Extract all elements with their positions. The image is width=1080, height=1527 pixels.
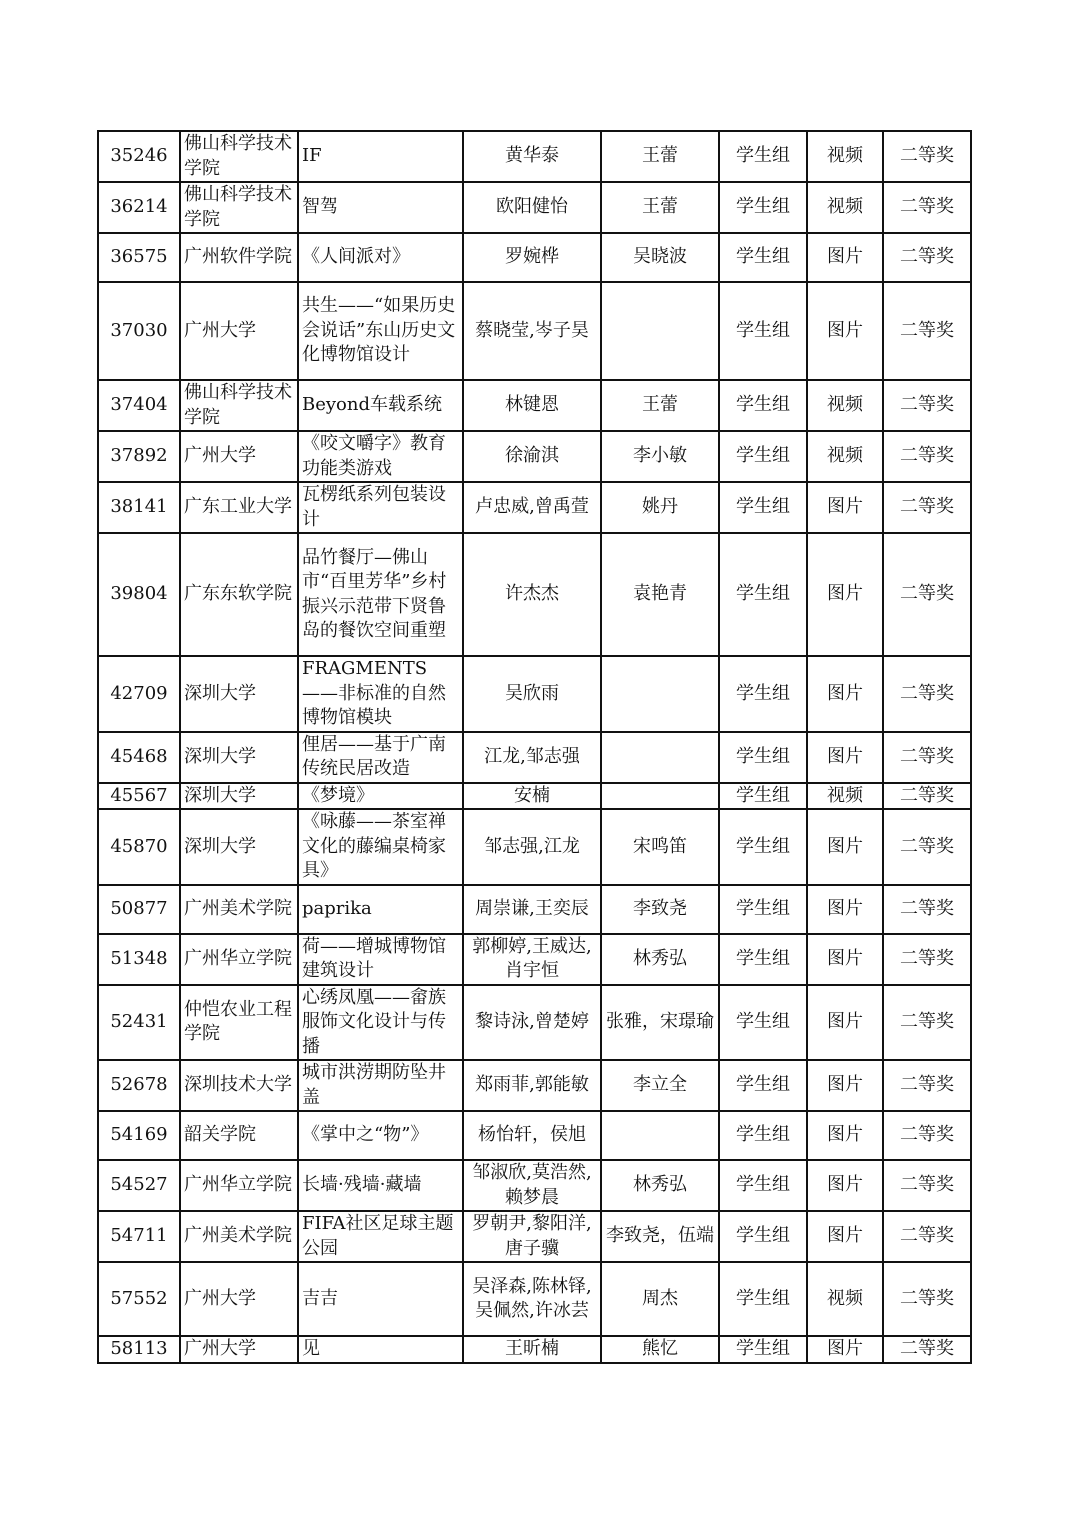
group-cell: 学生组: [719, 182, 807, 233]
table-row: [98, 985, 971, 1061]
table-row: [98, 380, 971, 431]
group-cell: 学生组: [719, 1211, 807, 1262]
award-cell: 二等奖: [883, 482, 971, 533]
entry-id-cell: 45567: [98, 783, 180, 810]
work-type-cell: 图片: [807, 1111, 883, 1160]
group-cell: 学生组: [719, 656, 807, 732]
author-cell: 徐渝淇: [463, 431, 601, 482]
group-cell: 学生组: [719, 1060, 807, 1111]
author-cell: 邹志强,江龙: [463, 809, 601, 885]
table-row: [98, 482, 971, 533]
group-cell: 学生组: [719, 1111, 807, 1160]
award-cell: 二等奖: [883, 656, 971, 732]
award-cell: 二等奖: [883, 934, 971, 985]
entry-id-cell: 37892: [98, 431, 180, 482]
work-title-cell: 《梦境》: [298, 783, 463, 810]
award-cell: 二等奖: [883, 1211, 971, 1262]
work-title-cell: 瓦楞纸系列包装设计: [298, 482, 463, 533]
award-cell: 二等奖: [883, 1262, 971, 1336]
entry-id-cell: 45468: [98, 732, 180, 783]
work-title-cell: 荷——增城博物馆建筑设计: [298, 934, 463, 985]
work-type-cell: 图片: [807, 1336, 883, 1363]
table-row: [98, 431, 971, 482]
advisor-cell: 王蕾: [601, 182, 719, 233]
author-cell: 郑雨菲,郭能敏: [463, 1060, 601, 1111]
work-type-cell: 图片: [807, 656, 883, 732]
entry-id-cell: 54711: [98, 1211, 180, 1262]
advisor-cell: 李致尧，伍端: [601, 1211, 719, 1262]
table-row: [98, 282, 971, 380]
table-row: [98, 934, 971, 985]
work-title-cell: 品竹餐厅—佛山市“百里芳华”乡村振兴示范带下贤鲁岛的餐饮空间重塑: [298, 533, 463, 656]
work-title-cell: IF: [298, 131, 463, 182]
group-cell: 学生组: [719, 533, 807, 656]
entry-id-cell: 39804: [98, 533, 180, 656]
work-type-cell: 视频: [807, 131, 883, 182]
group-cell: 学生组: [719, 282, 807, 380]
work-type-cell: 图片: [807, 1060, 883, 1111]
school-cell: 深圳大学: [180, 656, 298, 732]
school-cell: 深圳大学: [180, 732, 298, 783]
entry-id-cell: 37030: [98, 282, 180, 380]
table-row: [98, 809, 971, 885]
author-cell: 吴欣雨: [463, 656, 601, 732]
school-cell: 佛山科学技术学院: [180, 131, 298, 182]
school-cell: 广东工业大学: [180, 482, 298, 533]
work-title-cell: 俚居——基于广南传统民居改造: [298, 732, 463, 783]
author-cell: 黄华泰: [463, 131, 601, 182]
advisor-cell: [601, 1111, 719, 1160]
school-cell: 佛山科学技术学院: [180, 182, 298, 233]
advisor-cell: [601, 282, 719, 380]
table-row: [98, 182, 971, 233]
group-cell: 学生组: [719, 233, 807, 282]
advisor-cell: 吴晓波: [601, 233, 719, 282]
group-cell: 学生组: [719, 482, 807, 533]
work-title-cell: 《人间派对》: [298, 233, 463, 282]
author-cell: 林键恩: [463, 380, 601, 431]
advisor-cell: 王蕾: [601, 380, 719, 431]
work-title-cell: FRAGMENTS——非标准的自然博物馆模块: [298, 656, 463, 732]
table-row: [98, 656, 971, 732]
work-type-cell: 图片: [807, 1211, 883, 1262]
award-cell: 二等奖: [883, 1111, 971, 1160]
advisor-cell: 宋鸣笛: [601, 809, 719, 885]
author-cell: 周崇谦,王奕辰: [463, 885, 601, 934]
school-cell: 广州美术学院: [180, 1211, 298, 1262]
entry-id-cell: 42709: [98, 656, 180, 732]
work-type-cell: 图片: [807, 809, 883, 885]
table-row: [98, 1111, 971, 1160]
author-cell: 王昕楠: [463, 1336, 601, 1363]
school-cell: 韶关学院: [180, 1111, 298, 1160]
author-cell: 邹淑欣,莫浩然,赖梦晨: [463, 1160, 601, 1211]
school-cell: 广州大学: [180, 1336, 298, 1363]
work-title-cell: 《咬文嚼字》教育功能类游戏: [298, 431, 463, 482]
school-cell: 深圳技术大学: [180, 1060, 298, 1111]
table-body: [98, 131, 971, 1363]
award-cell: 二等奖: [883, 985, 971, 1061]
work-type-cell: 图片: [807, 885, 883, 934]
table-row: [98, 131, 971, 182]
school-cell: 深圳大学: [180, 783, 298, 810]
award-cell: 二等奖: [883, 885, 971, 934]
work-type-cell: 图片: [807, 1160, 883, 1211]
award-cell: 二等奖: [883, 131, 971, 182]
group-cell: 学生组: [719, 885, 807, 934]
entry-id-cell: 52431: [98, 985, 180, 1061]
table-row: [98, 783, 971, 810]
award-cell: 二等奖: [883, 809, 971, 885]
work-title-cell: 城市洪涝期防坠井盖: [298, 1060, 463, 1111]
advisor-cell: 林秀弘: [601, 934, 719, 985]
advisor-cell: 袁艳青: [601, 533, 719, 656]
author-cell: 黎诗泳,曾楚婷: [463, 985, 601, 1061]
advisor-cell: 李小敏: [601, 431, 719, 482]
entry-id-cell: 52678: [98, 1060, 180, 1111]
advisor-cell: 张雅，宋璟瑜: [601, 985, 719, 1061]
school-cell: 广州美术学院: [180, 885, 298, 934]
entry-id-cell: 51348: [98, 934, 180, 985]
award-cell: 二等奖: [883, 1060, 971, 1111]
group-cell: 学生组: [719, 1160, 807, 1211]
table-row: [98, 732, 971, 783]
entry-id-cell: 38141: [98, 482, 180, 533]
work-title-cell: 见: [298, 1336, 463, 1363]
entry-id-cell: 36575: [98, 233, 180, 282]
advisor-cell: 周杰: [601, 1262, 719, 1336]
advisor-cell: [601, 656, 719, 732]
work-type-cell: 图片: [807, 482, 883, 533]
award-cell: 二等奖: [883, 431, 971, 482]
work-type-cell: 图片: [807, 533, 883, 656]
work-title-cell: paprika: [298, 885, 463, 934]
group-cell: 学生组: [719, 1336, 807, 1363]
school-cell: 广州华立学院: [180, 1160, 298, 1211]
author-cell: 罗婉桦: [463, 233, 601, 282]
work-type-cell: 图片: [807, 282, 883, 380]
entry-id-cell: 35246: [98, 131, 180, 182]
advisor-cell: 熊忆: [601, 1336, 719, 1363]
award-cell: 二等奖: [883, 233, 971, 282]
group-cell: 学生组: [719, 934, 807, 985]
school-cell: 广东东软学院: [180, 533, 298, 656]
work-type-cell: 视频: [807, 431, 883, 482]
work-type-cell: 视频: [807, 1262, 883, 1336]
group-cell: 学生组: [719, 380, 807, 431]
entry-id-cell: 54527: [98, 1160, 180, 1211]
group-cell: 学生组: [719, 809, 807, 885]
author-cell: 卢忠威,曾禹萱: [463, 482, 601, 533]
school-cell: 广州大学: [180, 1262, 298, 1336]
author-cell: 吴泽森,陈林铎,吴佩然,许冰芸: [463, 1262, 601, 1336]
entry-id-cell: 36214: [98, 182, 180, 233]
award-cell: 二等奖: [883, 282, 971, 380]
work-title-cell: 《咏藤——茶室禅文化的藤编桌椅家具》: [298, 809, 463, 885]
work-title-cell: 长墙·残墙·藏墙: [298, 1160, 463, 1211]
work-title-cell: FIFA社区足球主题公园: [298, 1211, 463, 1262]
work-type-cell: 图片: [807, 732, 883, 783]
advisor-cell: 李立全: [601, 1060, 719, 1111]
school-cell: 广州华立学院: [180, 934, 298, 985]
entry-id-cell: 50877: [98, 885, 180, 934]
group-cell: 学生组: [719, 732, 807, 783]
work-title-cell: 吉吉: [298, 1262, 463, 1336]
author-cell: 郭柳婷,王威达,肖宇恒: [463, 934, 601, 985]
author-cell: 欧阳健怡: [463, 182, 601, 233]
entry-id-cell: 45870: [98, 809, 180, 885]
school-cell: 广州软件学院: [180, 233, 298, 282]
group-cell: 学生组: [719, 985, 807, 1061]
school-cell: 广州大学: [180, 431, 298, 482]
group-cell: 学生组: [719, 1262, 807, 1336]
advisor-cell: 姚丹: [601, 482, 719, 533]
work-title-cell: Beyond车载系统: [298, 380, 463, 431]
author-cell: 江龙,邹志强: [463, 732, 601, 783]
award-cell: 二等奖: [883, 182, 971, 233]
work-title-cell: 共生——“如果历史会说话”东山历史文化博物馆设计: [298, 282, 463, 380]
table-row: [98, 1262, 971, 1336]
school-cell: 仲恺农业工程学院: [180, 985, 298, 1061]
advisor-cell: [601, 732, 719, 783]
award-cell: 二等奖: [883, 533, 971, 656]
table-row: [98, 233, 971, 282]
work-title-cell: 心绣凤凰——畲族服饰文化设计与传播: [298, 985, 463, 1061]
work-type-cell: 图片: [807, 233, 883, 282]
author-cell: 安楠: [463, 783, 601, 810]
school-cell: 深圳大学: [180, 809, 298, 885]
entry-id-cell: 37404: [98, 380, 180, 431]
group-cell: 学生组: [719, 131, 807, 182]
school-cell: 佛山科学技术学院: [180, 380, 298, 431]
group-cell: 学生组: [719, 431, 807, 482]
advisor-cell: 王蕾: [601, 131, 719, 182]
award-cell: 二等奖: [883, 783, 971, 810]
table-row: [98, 1160, 971, 1211]
award-cell: 二等奖: [883, 732, 971, 783]
table-row: [98, 1211, 971, 1262]
school-cell: 广州大学: [180, 282, 298, 380]
author-cell: 杨怡轩，侯旭: [463, 1111, 601, 1160]
award-cell: 二等奖: [883, 380, 971, 431]
author-cell: 罗朝尹,黎阳洋,唐子骥: [463, 1211, 601, 1262]
work-type-cell: 视频: [807, 783, 883, 810]
entry-id-cell: 58113: [98, 1336, 180, 1363]
awards-table: [97, 130, 972, 1364]
work-title-cell: 智驾: [298, 182, 463, 233]
entry-id-cell: 54169: [98, 1111, 180, 1160]
table-row: [98, 1060, 971, 1111]
award-cell: 二等奖: [883, 1336, 971, 1363]
work-type-cell: 视频: [807, 182, 883, 233]
advisor-cell: [601, 783, 719, 810]
work-title-cell: 《掌中之“物”》: [298, 1111, 463, 1160]
table-row: [98, 1336, 971, 1363]
entry-id-cell: 57552: [98, 1262, 180, 1336]
award-cell: 二等奖: [883, 1160, 971, 1211]
work-type-cell: 视频: [807, 380, 883, 431]
group-cell: 学生组: [719, 783, 807, 810]
author-cell: 蔡晓莹,岑子昊: [463, 282, 601, 380]
work-type-cell: 图片: [807, 934, 883, 985]
advisor-cell: 林秀弘: [601, 1160, 719, 1211]
table-row: [98, 533, 971, 656]
work-type-cell: 图片: [807, 985, 883, 1061]
table-row: [98, 885, 971, 934]
advisor-cell: 李致尧: [601, 885, 719, 934]
author-cell: 许杰杰: [463, 533, 601, 656]
